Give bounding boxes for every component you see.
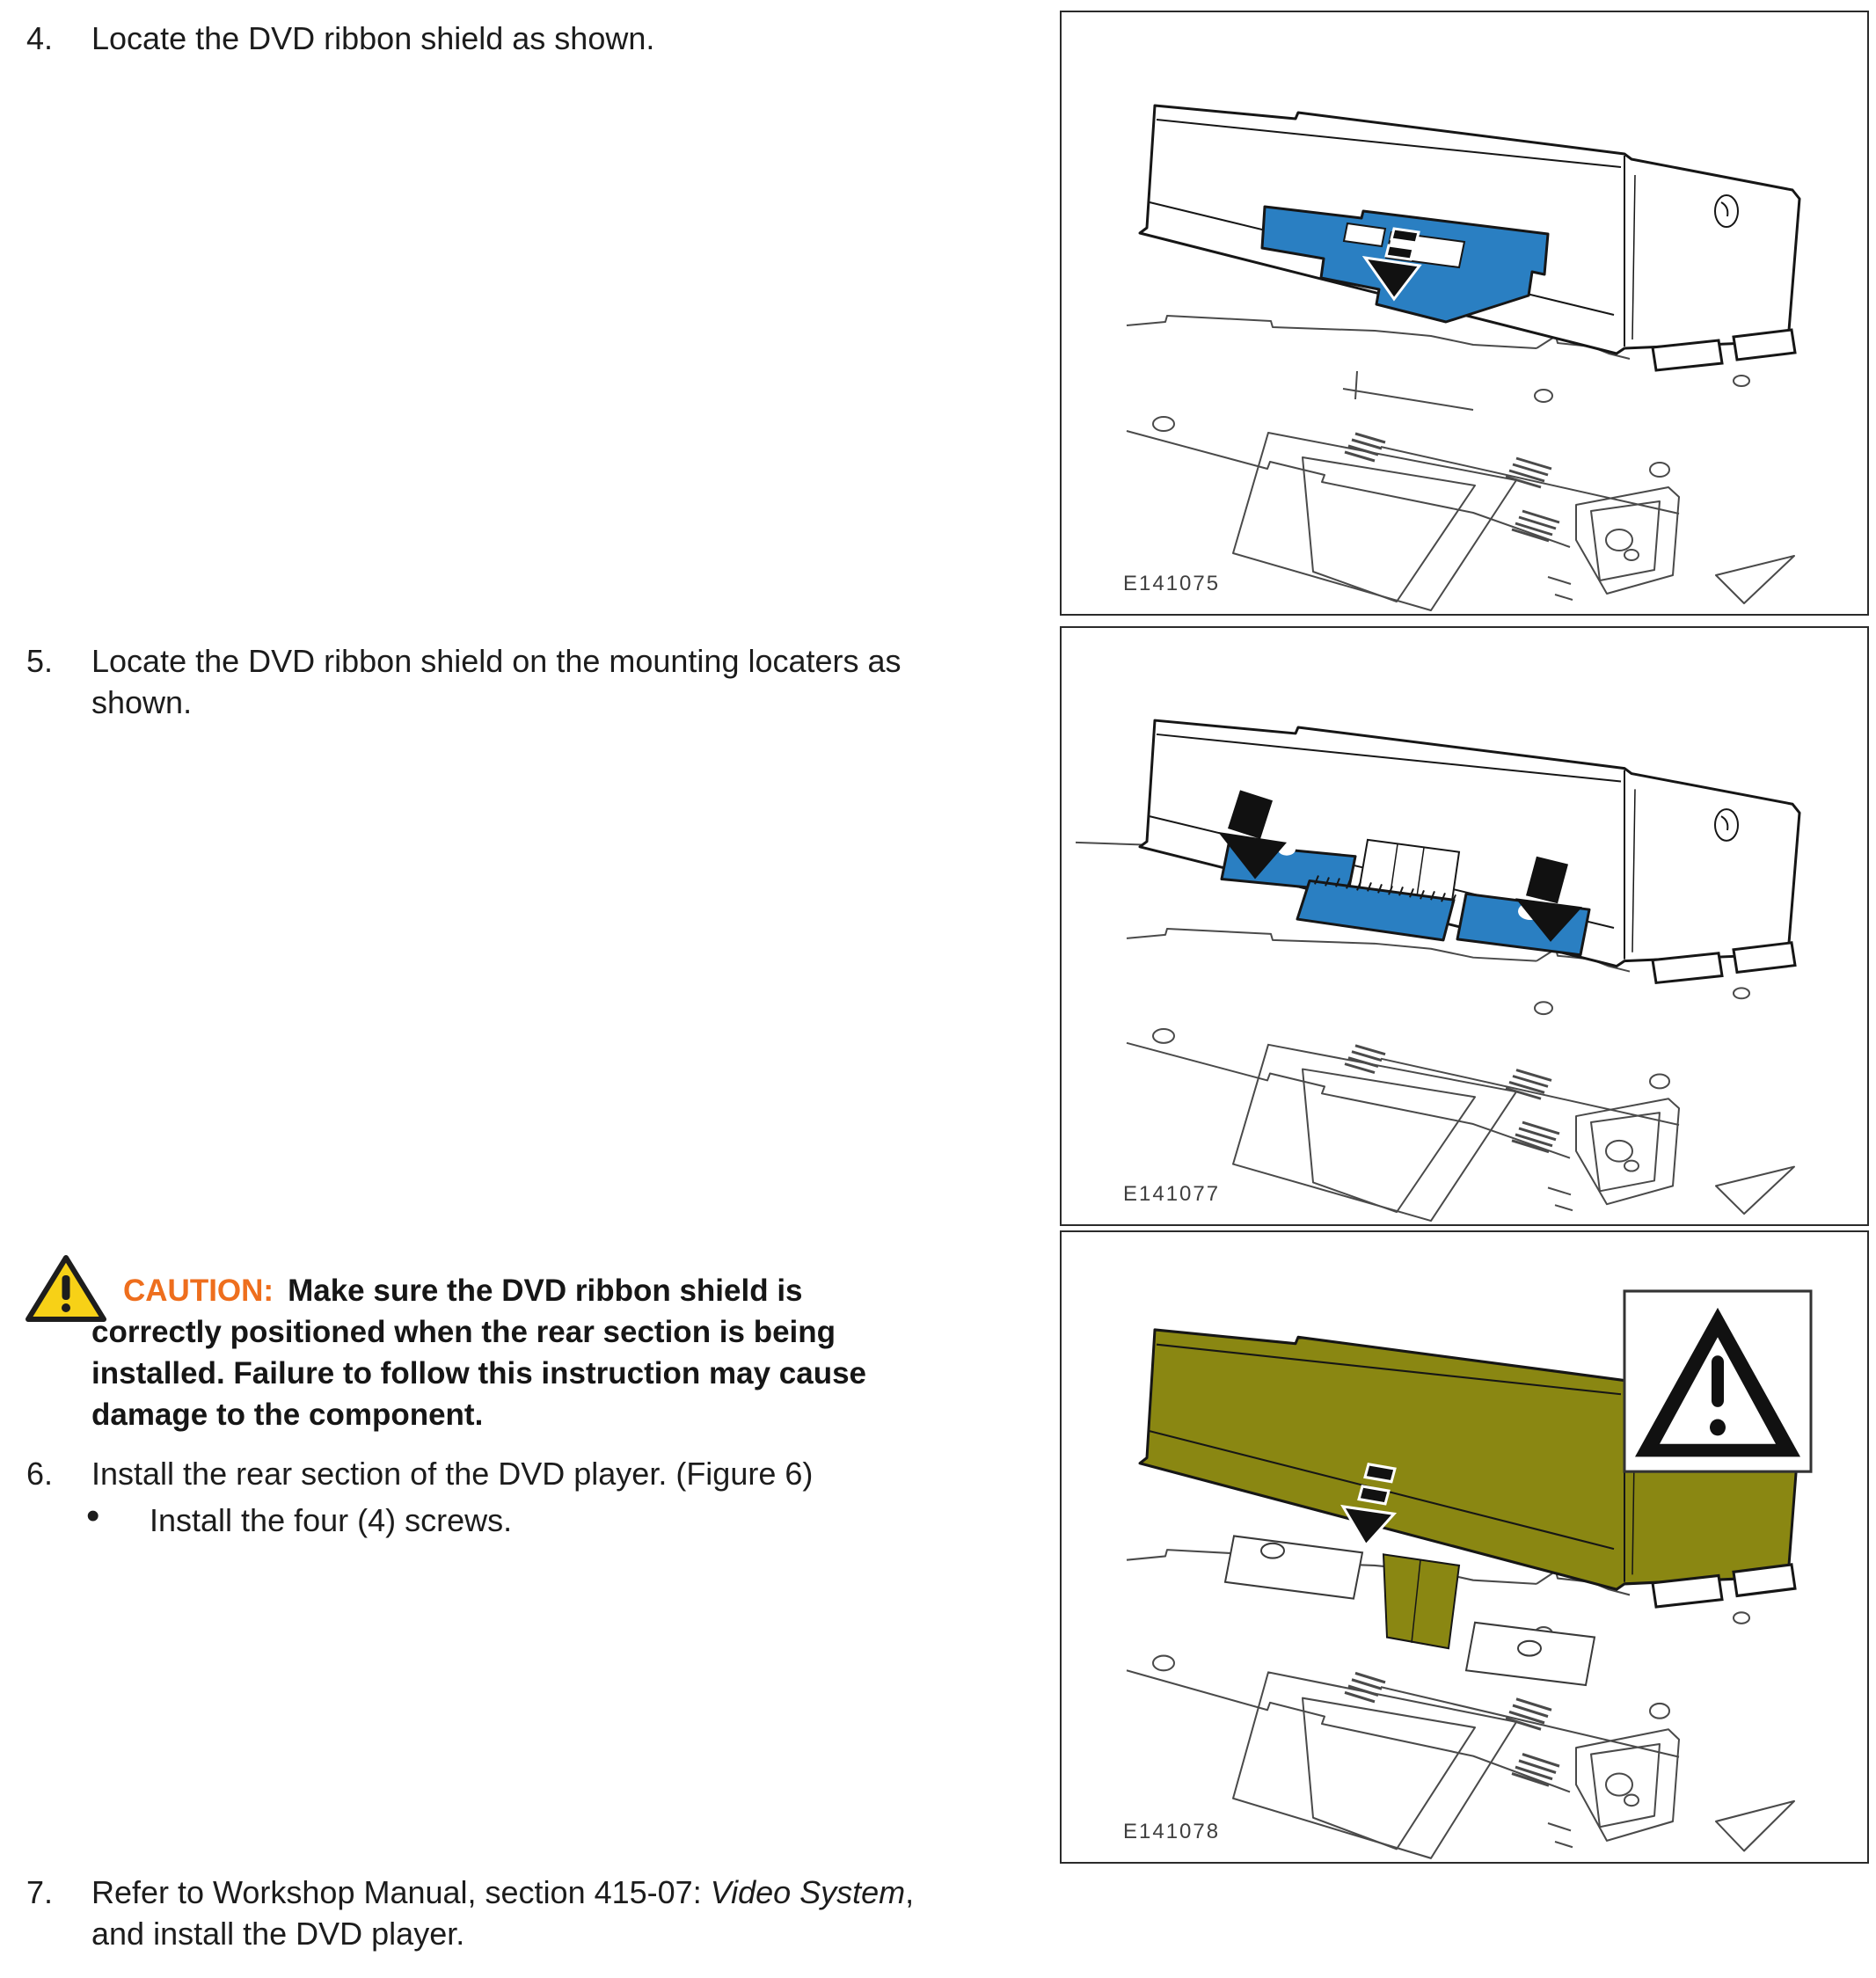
step4-number: 4. (26, 20, 54, 56)
figure-e141075-illustration (1062, 12, 1867, 614)
figure-e141078 (1060, 1230, 1869, 1864)
figure-label: E141075 (1123, 572, 1221, 595)
step7-line1 (91, 1872, 914, 1913)
mount-plate-lines (1343, 371, 1473, 410)
caution-line4: damage to the component. (91, 1398, 484, 1432)
caution-line3: installed. Failure to follow this instruction may cause (91, 1356, 866, 1390)
figure-e141077 (1060, 626, 1869, 1226)
step7-line2: and install the DVD player. (91, 1916, 465, 1952)
figure-e141078-illustration (1062, 1232, 1867, 1862)
warning-exclamation-dot (62, 1303, 70, 1312)
figure-e141075 (1060, 11, 1869, 616)
step6-bullet-marker: • (86, 1494, 100, 1537)
step5-number: 5. (26, 643, 54, 679)
caution-label: CAUTION: (123, 1274, 274, 1308)
step5-text (91, 640, 902, 723)
step5-line1: Locate the DVD ribbon shield on the mounting locaters as (91, 643, 902, 679)
caution-line1-text: Make sure the DVD ribbon shield is (288, 1274, 803, 1308)
step6-text: Install the rear section of the DVD player. (Figure 6) (91, 1456, 814, 1492)
rear-connector (1383, 1554, 1459, 1648)
step7-text (91, 1872, 914, 1954)
caution-note (91, 1270, 866, 1435)
figure-label: E141077 (1123, 1182, 1221, 1206)
step7-number: 7. (26, 1874, 54, 1910)
step6-number: 6. (26, 1456, 54, 1492)
figure-e141077-illustration (1062, 628, 1867, 1224)
warning-exclamation-bar (62, 1275, 70, 1300)
step5-line2: shown. (91, 684, 193, 720)
step6-bullet-text: Install the four (4) screws. (150, 1502, 513, 1538)
warning-symbol-box (1624, 1291, 1811, 1471)
step7-line1-after: , (905, 1874, 915, 1910)
step7-line1-italic: Video System (710, 1874, 906, 1910)
caution-line2: correctly positioned when the rear section is being (91, 1315, 836, 1349)
caution-line1 (91, 1270, 866, 1311)
step4-text: Locate the DVD ribbon shield as shown. (91, 20, 655, 56)
figure-label: E141078 (1123, 1820, 1221, 1843)
step7-line1-before: Refer to Workshop Manual, section 415-07: (91, 1874, 711, 1910)
